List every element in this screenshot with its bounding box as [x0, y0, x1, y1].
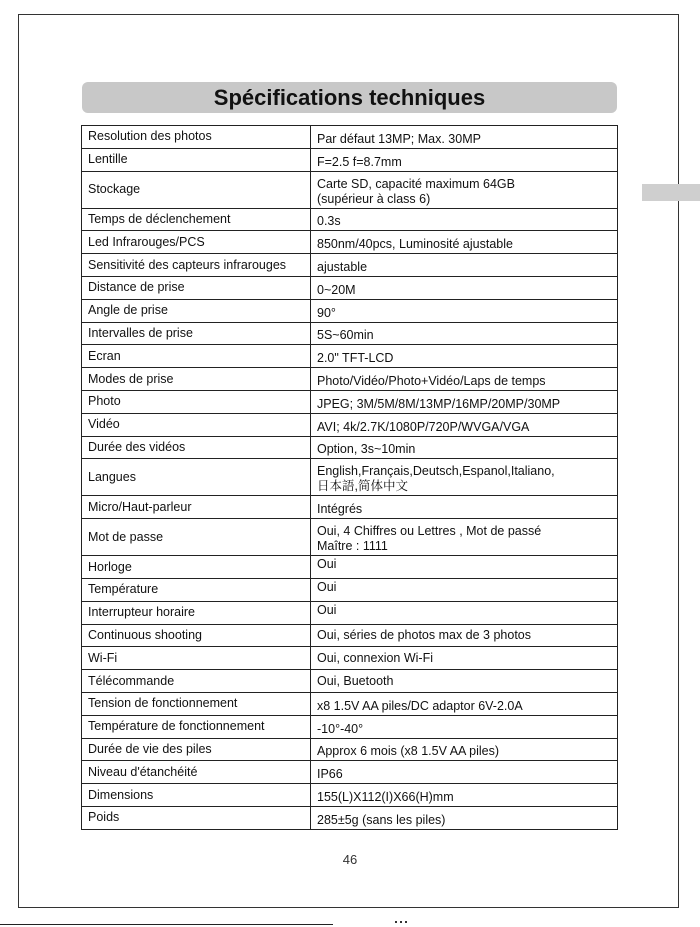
spec-value [311, 601, 618, 624]
spec-label: Sensitivité des capteurs infrarouges [82, 254, 311, 277]
spec-label: Langues [82, 459, 311, 496]
table-row [82, 368, 618, 391]
spec-value-line: Oui [317, 579, 337, 594]
spec-value-line: Oui, séries de photos max de 3 photos [317, 628, 532, 643]
table-row [82, 578, 618, 601]
spec-label: Durée de vie des piles [82, 738, 311, 761]
spec-value [311, 556, 618, 579]
table-row [82, 171, 618, 208]
table-row [82, 459, 618, 496]
table-row [82, 738, 618, 761]
spec-label: Dimensions [82, 784, 311, 807]
table-row [82, 692, 618, 715]
spec-value [311, 208, 618, 231]
spec-label: Continuous shooting [82, 624, 311, 647]
spec-label: Poids [82, 806, 311, 829]
spec-value-line: Carte SD, capacité maximum 64GB [317, 176, 515, 191]
spec-value [311, 692, 618, 715]
table-row [82, 496, 618, 519]
spec-label: Temps de déclenchement [82, 208, 311, 231]
table-row [82, 601, 618, 624]
spec-label: Modes de prise [82, 368, 311, 391]
spec-label: Stockage [82, 171, 311, 208]
spec-value [311, 322, 618, 345]
spec-label: Télécommande [82, 670, 311, 693]
spec-label: Ecran [82, 345, 311, 368]
table-row [82, 806, 618, 829]
spec-label: Intervalles de prise [82, 322, 311, 345]
table-row [82, 715, 618, 738]
specifications-table-body [82, 126, 618, 830]
spec-value [311, 171, 618, 208]
spec-label: Vidéo [82, 413, 311, 436]
spec-value [311, 368, 618, 391]
spec-value-line: (supérieur à class 6) [317, 191, 431, 206]
spec-label: Wi-Fi [82, 647, 311, 670]
specifications-table [81, 125, 618, 830]
spec-label: Lentille [82, 148, 311, 171]
spec-value [311, 715, 618, 738]
spec-label: Resolution des photos [82, 126, 311, 149]
spec-value-line: -10°-40° [317, 721, 364, 736]
spec-label: Micro/Haut-parleur [82, 496, 311, 519]
spec-value-line: 155(L)X112(I)X66(H)mm [317, 789, 454, 804]
spec-value-line: 285±5g (sans les piles) [317, 812, 446, 827]
spec-value-line: Intégrés [317, 502, 363, 517]
spec-value [311, 390, 618, 413]
table-row [82, 299, 618, 322]
spec-value [311, 496, 618, 519]
spec-value-line: ajustable [317, 259, 368, 274]
spec-value [311, 254, 618, 277]
spec-value [311, 126, 618, 149]
table-row [82, 322, 618, 345]
spec-value-line: 2.0" TFT-LCD [317, 351, 394, 366]
spec-value [311, 624, 618, 647]
spec-value-line: Oui, connexion Wi-Fi [317, 651, 434, 666]
spec-value-line: IP66 [317, 767, 343, 782]
table-row [82, 231, 618, 254]
spec-label: Température de fonctionnement [82, 715, 311, 738]
bottom-rule [0, 924, 333, 925]
table-row [82, 126, 618, 149]
spec-value [311, 299, 618, 322]
page-number: 46 [342, 852, 358, 867]
spec-label: Angle de prise [82, 299, 311, 322]
spec-value-line: Approx 6 mois (x8 1.5V AA piles) [317, 744, 500, 759]
table-row [82, 413, 618, 436]
table-row [82, 670, 618, 693]
spec-value-line: Option, 3s~10min [317, 442, 416, 457]
spec-label: Température [82, 578, 311, 601]
spec-label: Mot de passe [82, 519, 311, 556]
spec-value [311, 413, 618, 436]
spec-value-line: Maître : 1111 [317, 539, 388, 554]
spec-value [311, 647, 618, 670]
spec-value-line: 90° [317, 305, 336, 320]
table-row [82, 624, 618, 647]
spec-value-line: Par défaut 13MP; Max. 30MP [317, 131, 481, 146]
table-row [82, 254, 618, 277]
table-row [82, 436, 618, 459]
spec-value [311, 670, 618, 693]
spec-value-line: AVI; 4k/2.7K/1080P/720P/WVGA/VGA [317, 419, 530, 434]
table-row [82, 208, 618, 231]
spec-value-line: 5S~60min [317, 328, 374, 343]
table-row [82, 556, 618, 579]
table-row [82, 647, 618, 670]
spec-value [311, 276, 618, 299]
spec-value-line: Oui [317, 557, 337, 572]
side-tab-marker [642, 184, 700, 201]
spec-label: Tension de fonctionnement [82, 692, 311, 715]
spec-value [311, 459, 618, 496]
spec-value [311, 784, 618, 807]
table-row [82, 761, 618, 784]
table-row [82, 519, 618, 556]
spec-value-line: Oui, Buetooth [317, 674, 394, 689]
spec-value-line: F=2.5 f=8.7mm [317, 154, 402, 169]
spec-value [311, 738, 618, 761]
spec-value-line: Oui [317, 602, 337, 617]
spec-value-line: English,Français,Deutsch,Espanol,Italiano, [317, 464, 555, 479]
spec-value [311, 806, 618, 829]
spec-value-line: 850nm/40pcs, Luminosité ajustable [317, 237, 513, 252]
spec-value-line: Oui, 4 Chiffres ou Lettres , Mot de passé [317, 524, 542, 539]
page-title: Spécifications techniques [82, 82, 617, 113]
spec-label: Interrupteur horaire [82, 601, 311, 624]
table-row [82, 784, 618, 807]
spec-value-line: Photo/Vidéo/Photo+Vidéo/Laps de temps [317, 373, 546, 388]
table-row [82, 345, 618, 368]
spec-label: Horloge [82, 556, 311, 579]
spec-label: Distance de prise [82, 276, 311, 299]
spec-label: Niveau d'étanchéité [82, 761, 311, 784]
spec-value-line: 0.3s [317, 214, 341, 229]
table-row [82, 276, 618, 299]
table-row [82, 390, 618, 413]
spec-value [311, 761, 618, 784]
bottom-marks [395, 921, 407, 924]
spec-label: Durée des vidéos [82, 436, 311, 459]
spec-value-line: x8 1.5V AA piles/DC adaptor 6V-2.0A [317, 698, 523, 713]
spec-value-line: JPEG; 3M/5M/8M/13MP/16MP/20MP/30MP [317, 396, 561, 411]
spec-value [311, 231, 618, 254]
spec-value [311, 578, 618, 601]
spec-value [311, 345, 618, 368]
spec-label: Photo [82, 390, 311, 413]
spec-value [311, 519, 618, 556]
spec-value [311, 148, 618, 171]
table-row [82, 148, 618, 171]
spec-label: Led Infrarouges/PCS [82, 231, 311, 254]
spec-value [311, 436, 618, 459]
spec-value-line: 0~20M [317, 282, 356, 297]
spec-value-line: 日本語,简体中文 [317, 479, 408, 494]
